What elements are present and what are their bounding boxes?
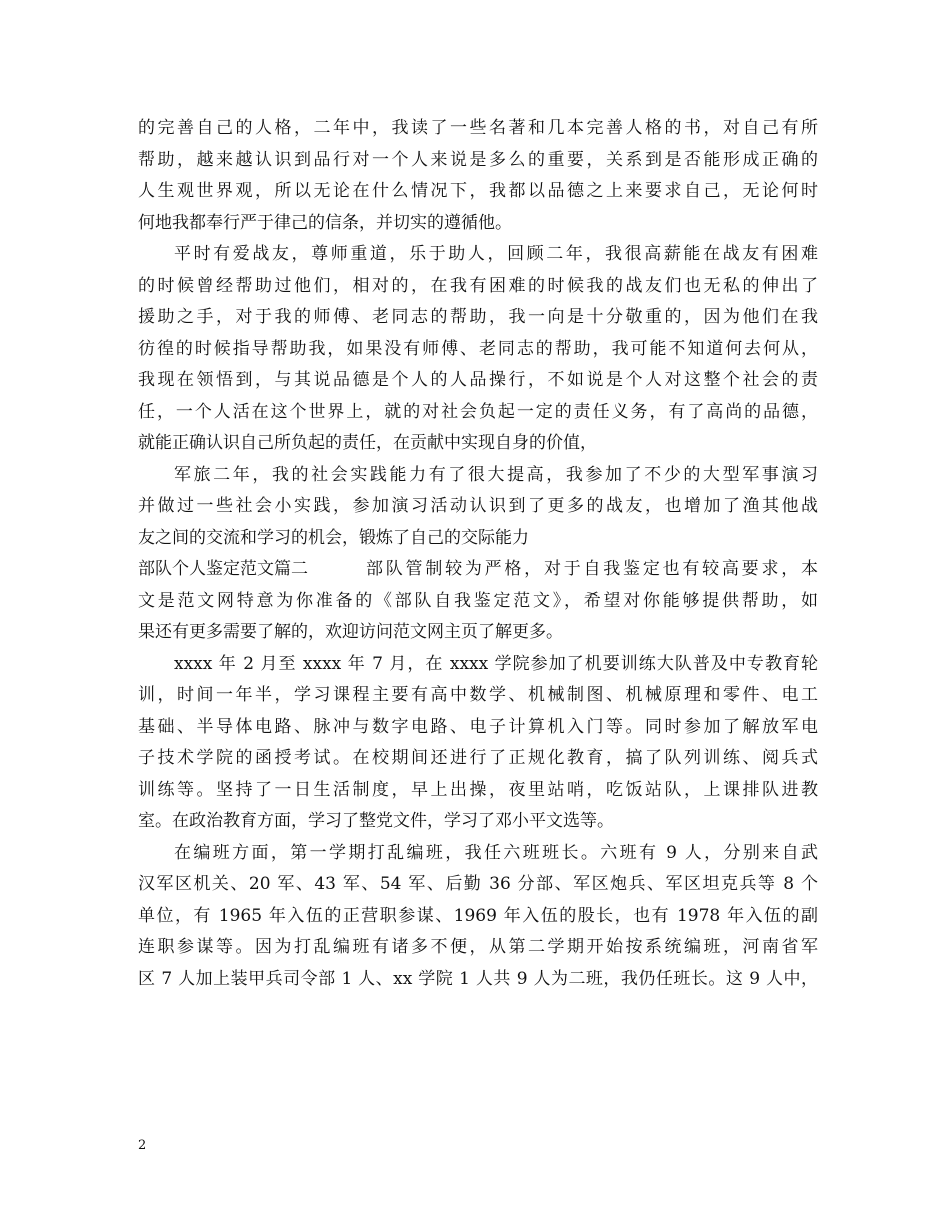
body-line-9: 我现在领悟到，与其说品德是个人的人品操行，不如说是个人对这整个社会的责 bbox=[138, 370, 818, 390]
body-line-2: 帮助，越来越认识到品行对一个人来说是多么的重要，关系到是否能形成正确的 bbox=[138, 149, 818, 170]
body-line-24: 在编班方面，第一学期打乱编班，我任六班班长。六班有 9 人，分别来自武 bbox=[174, 842, 818, 863]
section-intro-text: 部队管制较为严格，对于自我鉴定也有较高要求，本 bbox=[366, 559, 818, 579]
section-title: 部队个人鉴定范文篇二 bbox=[138, 559, 308, 579]
body-line-6: 的时候曾经帮助过他们，相对的，在我有困难的时候我的战友们也无私的伸出了 bbox=[138, 275, 818, 296]
body-line-20: 基础、半导体电路、脉冲与数字电路、电子计算机入门等。同时参加了解放军电 bbox=[138, 716, 818, 737]
body-line-10: 任，一个人活在这个世界上，就的对社会负起一定的责任义务，有了高尚的品德， bbox=[138, 401, 818, 422]
body-line-27: 连职参谋等。因为打乱编班有诸多不便，从第二学期开始按系统编班，河南省军 bbox=[138, 937, 818, 957]
body-line-16: 文是范文网特意为你准备的《部队自我鉴定范文》，希望对你能够提供帮助，如 bbox=[138, 590, 818, 611]
body-line-7: 援助之手，对于我的师傅、老同志的帮助，我一向是十分敬重的，因为他们在我 bbox=[138, 307, 818, 327]
body-line-28: 区 7 人加上装甲兵司令部 1 人、xx 学院 1 人共 9 人为二班，我仍任班长。这 9 人中， bbox=[138, 968, 818, 989]
body-line-23: 室。在政治教育方面，学习了整党文件，学习了邓小平文选等。 bbox=[138, 811, 614, 831]
body-line-21: 子技术学院的函授考试。在校期间还进行了正规化教育，搞了队列训练、阅兵式 bbox=[138, 748, 818, 768]
body-line-12: 军旅二年，我的社会实践能力有了很大提高，我参加了不少的大型军事演习 bbox=[174, 464, 818, 485]
body-line-22: 训练等。坚持了一日生活制度，早上出操，夜里站哨，吃饭站队，上课排队进教 bbox=[138, 779, 818, 800]
body-line-14: 友之间的交流和学习的机会，锻炼了自己的交际能力 bbox=[138, 527, 529, 548]
body-line-13: 并做过一些社会小实践，参加演习活动认识到了更多的战友，也增加了渔其他战 bbox=[138, 496, 818, 516]
body-line-18: xxxx 年 2 月至 xxxx 年 7 月，在 xxxx 学院参加了机要训练大队普及中专教育轮 bbox=[174, 653, 818, 674]
body-line-5: 平时有爱战友，尊师重道，乐于助人，回顾二年，我很高薪能在战友有困难 bbox=[174, 244, 818, 264]
section-heading-line bbox=[138, 554, 818, 586]
page-number: 2 bbox=[138, 1138, 147, 1153]
body-line-11: 就能正确认识自己所负起的责任，在贡献中实现自身的价值， bbox=[138, 433, 597, 453]
document-body bbox=[138, 113, 818, 995]
body-line-1: 的完善自己的人格，二年中，我读了一些名著和几本完善人格的书，对自己有所 bbox=[138, 118, 818, 138]
body-line-26: 单位，有 1965 年入伍的正营职参谋、1969 年入伍的股长，也有 1978 年入伍的副 bbox=[138, 905, 818, 926]
body-line-4: 何地我都奉行严于律己的信条，并切实的遵循他。 bbox=[138, 212, 512, 233]
body-line-8: 彷徨的时候指导帮助我，如果没有师傅、老同志的帮助，我可能不知道何去何从， bbox=[138, 338, 818, 359]
body-line-19: 训，时间一年半，学习课程主要有高中数学、机械制图、机械原理和零件、电工 bbox=[138, 685, 818, 705]
body-line-3: 人生观世界观，所以无论在什么情况下，我都以品德之上来要求自己，无论何时 bbox=[138, 181, 818, 201]
body-line-17: 果还有更多需要了解的，欢迎访问范文网主页了解更多。 bbox=[138, 622, 563, 642]
body-line-25: 汉军区机关、20 军、43 军、54 军、后勤 36 分部、军区炮兵、军区坦克兵等 8 个 bbox=[138, 874, 818, 894]
